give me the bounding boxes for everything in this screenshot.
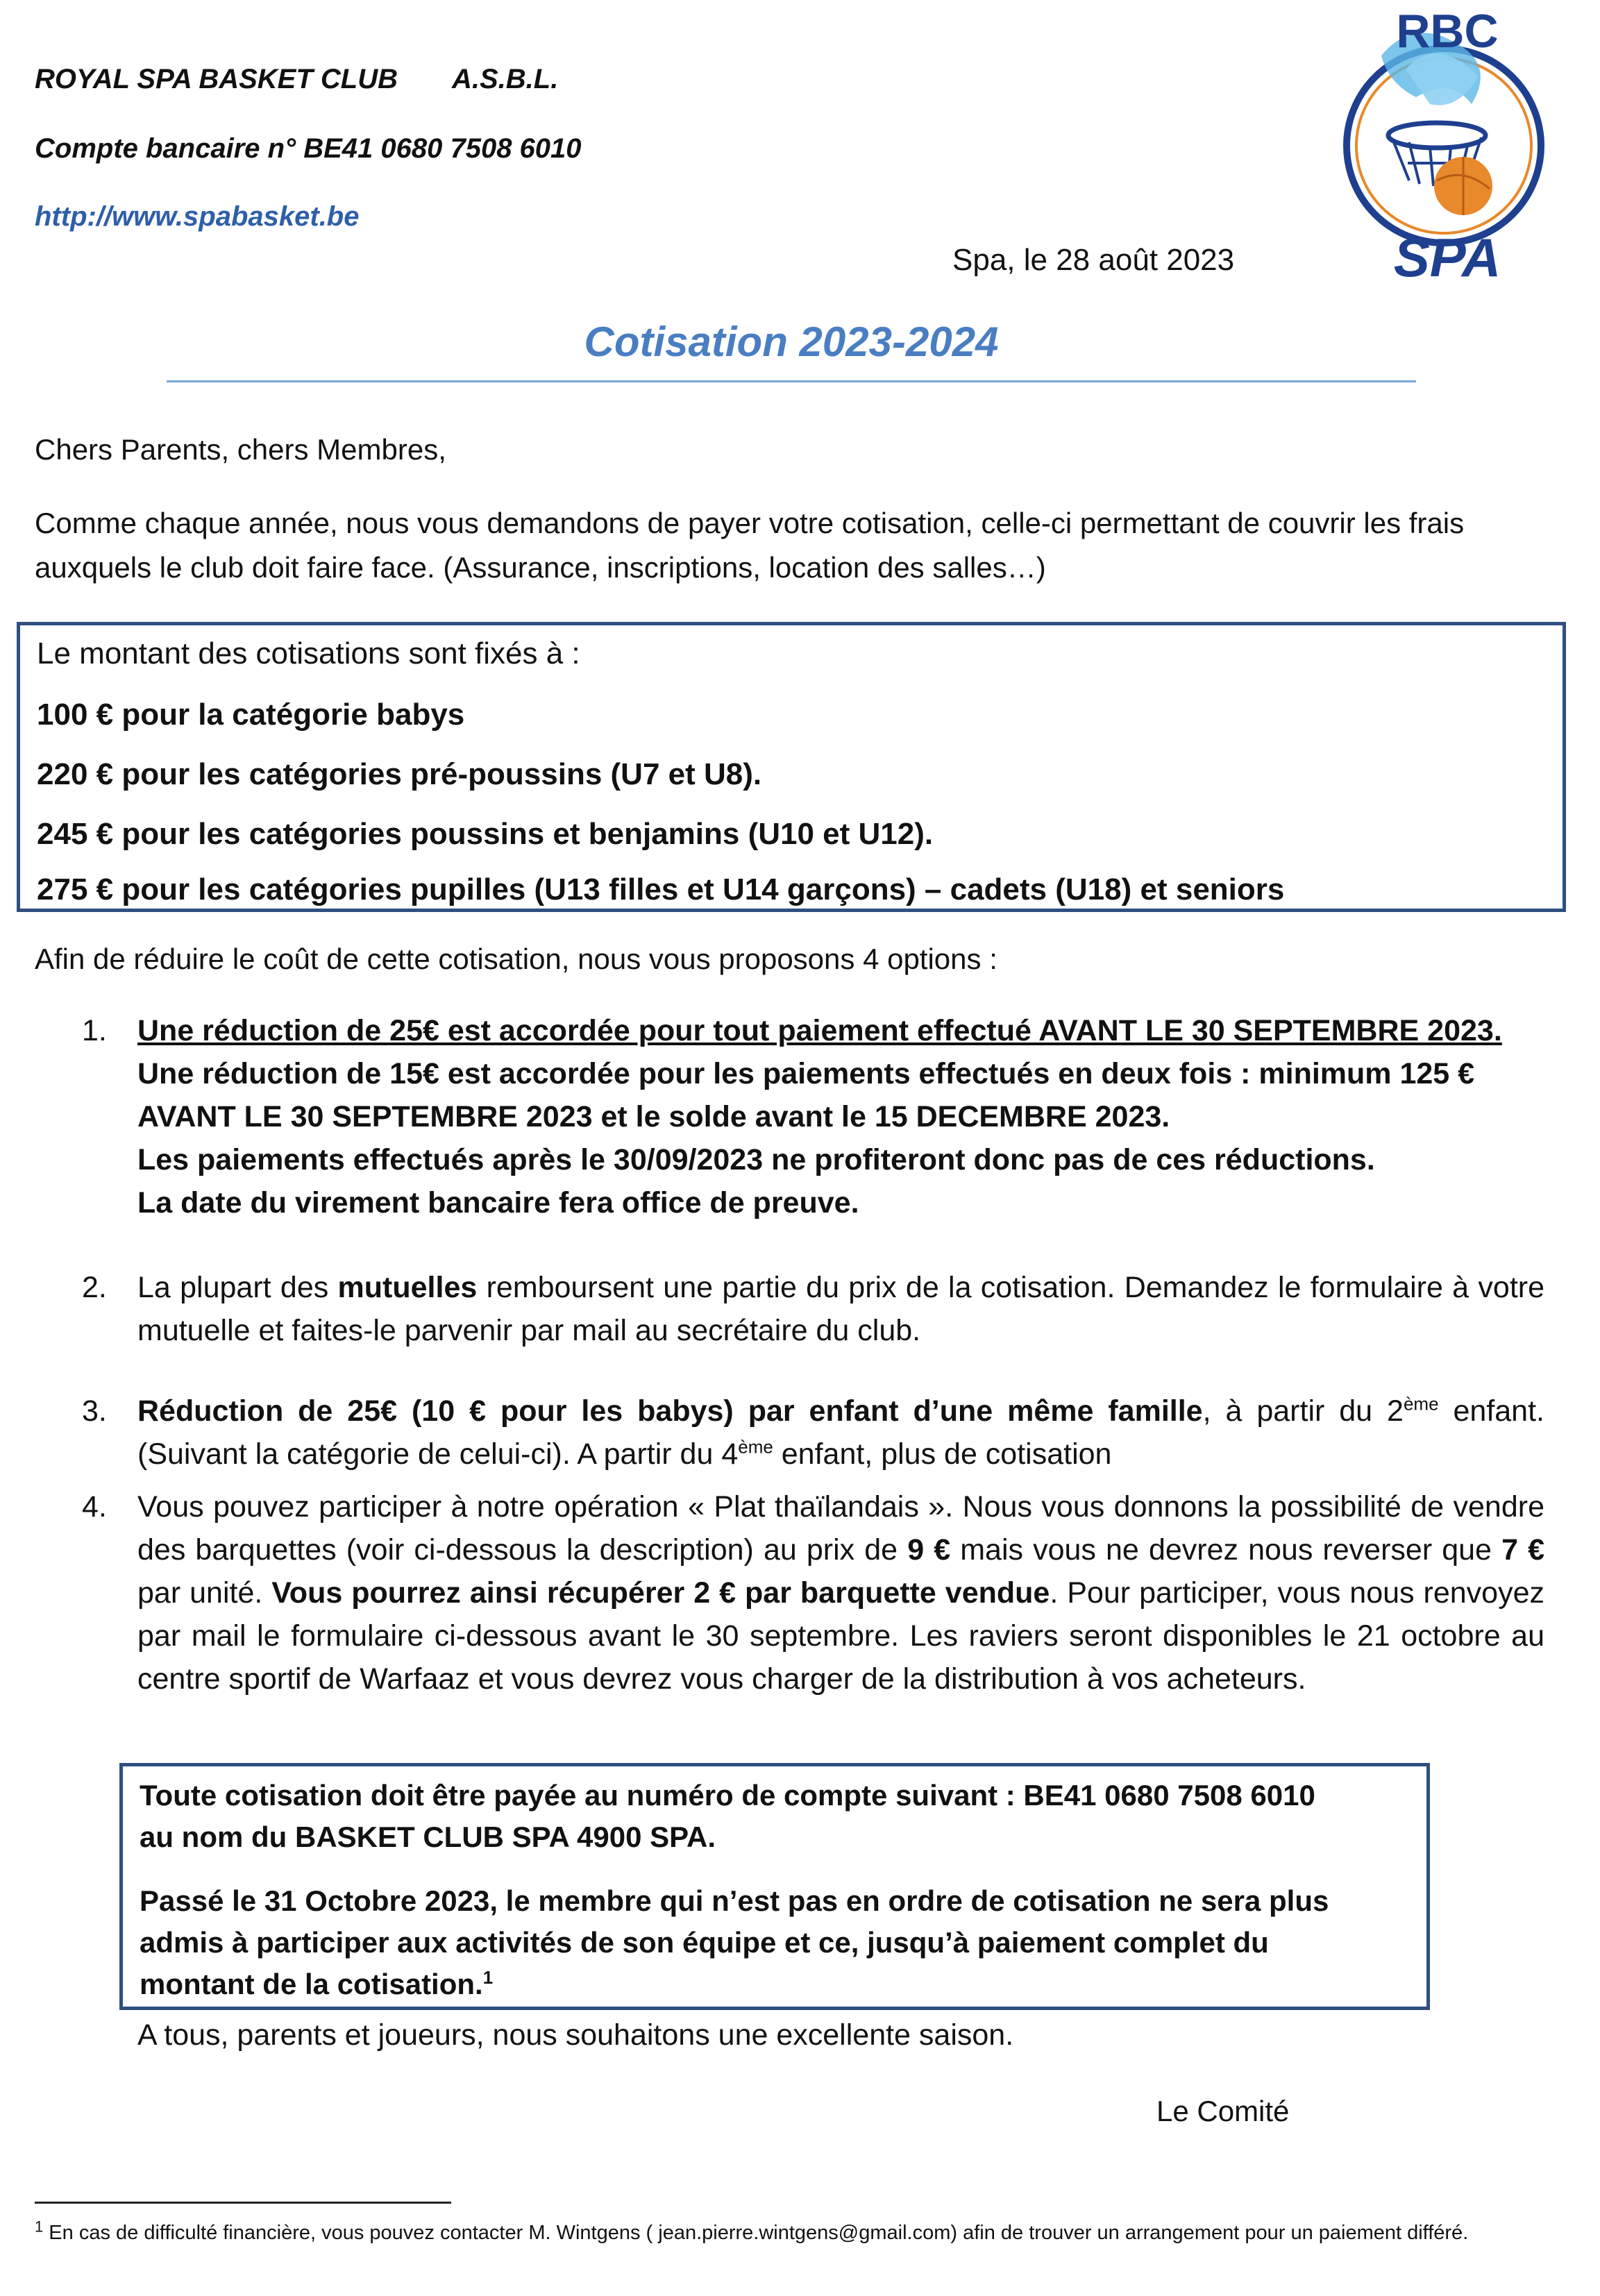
- club-header: [35, 64, 558, 95]
- text-run: La plupart des: [137, 1271, 338, 1304]
- proof-note: La date du virement bancaire fera office de preuve.: [137, 1186, 859, 1219]
- profit-per-tray: Vous pourrez ainsi récupérer 2 € par barquette vendue: [271, 1576, 1050, 1610]
- club-name: ROYAL SPA BASKET CLUB: [35, 64, 398, 94]
- intro-line-1: Comme chaque année, nous vous demandons de payer votre cotisation, celle-ci permettant de couvrir les frais: [35, 507, 1465, 539]
- text-run: enfant. (Suivant la catégorie de celui-ci). A partir du 4: [137, 1394, 1544, 1471]
- payment-box: [119, 1763, 1430, 2010]
- website-link[interactable]: http://www.spabasket.be: [35, 201, 360, 232]
- deadline-line-2: admis à participer aux activités de son équipe et ce, jusqu’à paiement complet du: [140, 1926, 1269, 1959]
- fee-item-poussins-benjamins: 245 € pour les catégories poussins et benjamins (U10 et U12).: [37, 817, 934, 851]
- closing-wishes: A tous, parents et joueurs, nous souhaitons une excellente saison.: [137, 2018, 1014, 2052]
- fee-item-pre-poussins: 220 € pour les catégories pré-poussins (U7 et U8).: [37, 757, 762, 791]
- option-text: [137, 1266, 1544, 1352]
- fee-item-babys: 100 € pour la catégorie babys: [37, 698, 465, 732]
- footnote-separator: [35, 2202, 451, 2204]
- family-reduction: Réduction de 25€ (10 € pour les babys) par enfant d’une même famille: [137, 1394, 1203, 1428]
- option-text: [137, 1390, 1544, 1476]
- superscript: ème: [738, 1436, 773, 1458]
- footnote-text: En cas de difficulté financière, vous pouvez contacter M. Wintgens ( jean.pierre.wintgens@gmail.com) afin de trouver un arrangement pour un paiement différé.: [43, 2222, 1469, 2244]
- option-number: 1.: [82, 1014, 107, 1047]
- club-logo: [1333, 7, 1562, 285]
- asbl-label: A.S.B.L.: [452, 64, 559, 94]
- fees-box: [17, 622, 1566, 912]
- hoop-rim: [1388, 123, 1485, 148]
- split-payment-deadlines: AVANT LE 30 SEPTEMBRE 2023 et le solde avant le 15 DECEMBRE 2023.: [137, 1100, 1170, 1133]
- split-payment-reduction: Une réduction de 15€ est accordée pour les paiements effectués en deux fois : minimum 125 €: [137, 1057, 1475, 1090]
- logo-top-text: RBC: [1396, 7, 1499, 58]
- text-run: , à partir du 2: [1202, 1394, 1404, 1428]
- signature: Le Comité: [1156, 2095, 1290, 2127]
- option-text: [137, 1485, 1544, 1700]
- text-run: remboursent une partie du prix de la cotisation. Demandez le formulaire à votre mutuelle et faites-le parvenir par mail au secrétaire du club.: [137, 1271, 1544, 1347]
- text-run: mais vous ne devrez nous reverser que: [950, 1533, 1502, 1567]
- footnote-number: 1: [35, 2218, 44, 2236]
- letter-date: Spa, le 28 août 2023: [952, 243, 1235, 277]
- text-run: montant de la cotisation.: [140, 1968, 483, 2000]
- options-intro: Afin de réduire le coût de cette cotisation, nous vous proposons 4 options :: [35, 943, 997, 975]
- option-number: 4.: [82, 1490, 107, 1523]
- sale-price: 9 €: [907, 1533, 951, 1567]
- remit-price: 7 €: [1501, 1533, 1545, 1567]
- fees-heading: Le montant des cotisations sont fixés à :: [37, 636, 580, 670]
- late-payment-note: Les paiements effectués après le 30/09/2023 ne profiteront donc pas de ces réductions.: [137, 1143, 1375, 1176]
- document-title: Cotisation 2023-2024: [584, 319, 999, 365]
- footnote: [35, 2218, 1527, 2247]
- deadline-line-3: [140, 1964, 493, 2005]
- payment-account-line: Toute cotisation doit être payée au numéro de compte suivant : BE41 0680 7508 6010: [140, 1779, 1315, 1812]
- payment-holder-line: au nom du BASKET CLUB SPA 4900 SPA.: [140, 1821, 716, 1853]
- text-run: Vous pouvez participer à notre opération « Plat thaïlandais ». Nous vous donnons la possibilité de vendre des barquettes (voir ci-dessous la description) au prix de: [137, 1490, 1544, 1567]
- superscript: ème: [1403, 1393, 1439, 1415]
- logo-bottom-text: SPA: [1393, 227, 1501, 285]
- fee-item-pupilles-cadets-seniors: 275 € pour les catégories pupilles (U13 filles et U14 garçons) – cadets (U18) et seniors: [37, 872, 1285, 906]
- option-text: [137, 1009, 1544, 1224]
- deadline-line-1: Passé le 31 Octobre 2023, le membre qui n’est pas en ordre de cotisation ne sera plus: [140, 1884, 1329, 1917]
- early-payment-reduction: Une réduction de 25€ est accordée pour tout paiement effectué AVANT LE 30 SEPTEMBRE 2023.: [137, 1014, 1502, 1047]
- mutuelles-term: mutuelles: [337, 1271, 478, 1304]
- footnote-mark: 1: [482, 1967, 494, 1988]
- intro-line-2: auxquels le club doit faire face. (Assurance, inscriptions, location des salles…): [35, 551, 1046, 584]
- option-number: 2.: [82, 1271, 107, 1304]
- text-run: par unité.: [137, 1576, 272, 1610]
- title-underline: [167, 380, 1416, 382]
- bank-account: Compte bancaire n° BE41 0680 7508 6010: [35, 133, 582, 164]
- greeting: Chers Parents, chers Membres,: [35, 433, 446, 466]
- text-run: enfant, plus de cotisation: [773, 1437, 1112, 1471]
- text-run: . Pour participer, vous nous renvoyez par mail le formulaire ci-dessous avant le 30 septembre. Les raviers seront disponibles le 21 octobre au centre sportif de Warfaaz et vous devrez vous charger de la distribution à vos acheteurs.: [137, 1576, 1545, 1696]
- option-number: 3.: [82, 1394, 107, 1428]
